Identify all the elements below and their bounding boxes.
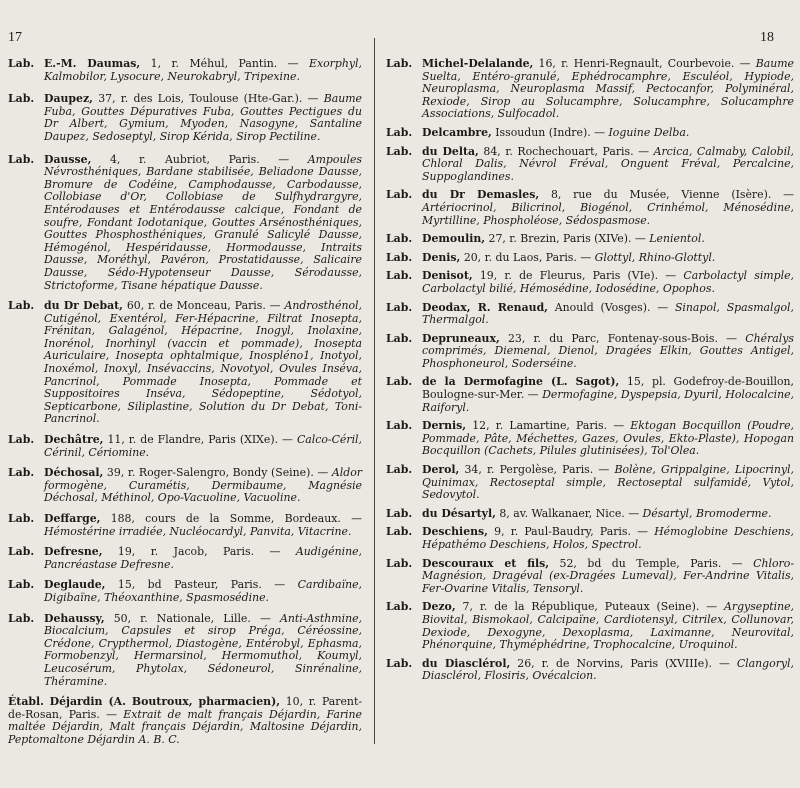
laboratory-name: Denis,	[422, 250, 461, 264]
entry-prefix: Lab.	[8, 578, 35, 592]
laboratory-name: Defresne,	[44, 545, 103, 559]
laboratory-name: de la Dermofagine (L. Sagot),	[422, 375, 620, 389]
laboratory-name: Déchosal,	[44, 466, 104, 480]
entry-prefix: Lab.	[386, 57, 413, 70]
right-column	[386, 58, 794, 683]
product-list: Désartyl, Bromoderme.	[642, 506, 772, 520]
laboratory-name: Dezo,	[422, 600, 456, 614]
address: 15, pl. Godefroy-de-Bouillon, Boulogne-sur-Mer. —	[422, 375, 794, 402]
address: 9, r. Paul-Baudry, Paris. —	[487, 525, 655, 539]
directory-entry	[386, 658, 794, 683]
address: Issoudun (Indre). —	[491, 125, 609, 139]
address: 50, r. Nationale, Lille. —	[104, 611, 280, 625]
directory-entry	[386, 252, 794, 265]
entry-prefix: Lab.	[386, 375, 413, 389]
directory-entry	[8, 546, 362, 571]
address: 12, r. Lamartine, Paris. —	[466, 419, 631, 433]
product-list: Chéralys comprimés, Diemenal, Dienol, Dragées Elkin, Gouttes Antigel, Phosphoneurol, Soderséine.	[422, 331, 794, 370]
entry-prefix: Lab.	[386, 525, 413, 539]
product-list: Artériocrinol, Bilicrinol, Biogénol, Crinhémol, Ménosédine, Myrtilline, Phospholéose, Sédospasmose.	[422, 200, 794, 227]
product-list: Baume Fuba, Gouttes Dépuratives Fuba, Gouttes Pectigues du Dr Albert, Gymium, Myoden, Nasogyne, Santaline Daupez, Sedoseptyl, Sirop Kérida, Sirop Pectiline.	[44, 92, 362, 143]
product-list: Arcica, Calmaby, Calobil, Chloral Dalis, Névrol Fréval, Onguent Fréval, Percalcine, Suppoglandines.	[422, 144, 795, 183]
product-list: Exorphyl, Kalmobilor, Lysocure, Neurokabryl, Tripexine.	[44, 57, 362, 83]
product-list: Audigénine, Pancréastase Defresne.	[44, 545, 362, 571]
address: 19, r. Jacob, Paris. —	[102, 545, 296, 559]
entry-prefix: Lab.	[8, 433, 35, 447]
entry-prefix: Lab.	[8, 57, 35, 70]
laboratory-name: Demoulin,	[422, 232, 486, 246]
laboratory-name: du Désartyl,	[422, 506, 496, 520]
page-number-left: 17	[8, 30, 22, 45]
laboratory-name: Michel-Delalande,	[422, 57, 534, 70]
directory-entry	[8, 513, 362, 538]
product-list: Chloro-Magnésion, Dragéval (ex-Dragées Lumeval), Fer-Andrine Vitalis, Fer-Ovarine Vitalis, Tensoryl.	[422, 556, 795, 595]
entry-prefix: Lab.	[386, 463, 413, 477]
address: 4, r. Aubriot, Paris. —	[91, 152, 308, 166]
address: 8, av. Walkanaer, Nice. —	[495, 506, 643, 520]
directory-entry	[386, 270, 794, 295]
address: 20, r. du Laos, Paris. —	[460, 250, 595, 264]
entry-prefix: Lab.	[386, 144, 413, 158]
directory-entry	[386, 233, 794, 246]
directory-entry	[386, 189, 794, 227]
product-list: Anti-Asthmine, Biocalcium, Capsules et sirop Préga, Céréossine, Crédone, Crypthermol, Diastogène, Entérobyl, Ephasma, Formobenzyl, Hermarsinol, Hermomuthol, Koumyl, Leucosérum, Phytolax, Sédoneurol, Sinrénaline, Théramine.	[44, 611, 362, 688]
laboratory-name: du Delta,	[422, 144, 479, 158]
entry-prefix: Lab.	[8, 466, 35, 480]
directory-entry	[386, 333, 794, 371]
entry-prefix: Lab.	[386, 419, 413, 433]
product-list: Hémoglobine Deschiens, Hépathémo Deschiens, Holos, Spectrol.	[422, 525, 794, 551]
directory-entry	[386, 464, 794, 502]
product-list: Baume Suelta, Entéro-granulé, Ephédrocamphre, Esculéol, Hypiode, Neuroplasma, Neuroplasma Massif, Pectocanfor, Polyminéral, Rexiode, Sirop au Solucamphre, Solucamphre, Solucamphre Associations, Sulfocadol.	[422, 57, 794, 121]
left-column	[8, 58, 362, 747]
product-list: Androsthénol, Cutigénol, Exentérol, Fer-Hépacrine, Filtrat Inosepta, Frénitan, Galagénol, Hépacrine, Inogyl, Inolaxine, Inorénol, Inorhinyl (vaccin et pommade), Inosepta Auriculaire, Inosepta ophtalmique, Inospléno1, Inotyol, Inoxémol, Inoxyl, Insévaccins, Novotyol, Ovules Inséva, Pancrinol, Pommade Inosepta, Pommade et Suppositoires Inséva, Sédopeptine, Sédotyol, Septicarbone, Siliplastine, Solution du Dr Debat, Toni-Pancrinol.	[44, 299, 363, 426]
entry-prefix: Lab.	[386, 232, 413, 246]
entry-prefix: Lab.	[8, 92, 35, 106]
address: 27, r. Brezin, Paris (XIVe). —	[485, 232, 650, 246]
directory-entry	[386, 146, 794, 184]
directory-entry	[8, 300, 362, 426]
product-list: Clangoryl, Diasclérol, Flosiris, Ovécalcion.	[422, 656, 794, 683]
directory-entry	[386, 508, 794, 521]
product-list: Cardibaïne, Digibaïne, Théoxanthine, Spasmosédine.	[44, 578, 362, 604]
address: 26, r. de Norvins, Paris (XVIIIe). —	[510, 656, 737, 670]
directory-entry	[8, 434, 362, 459]
address: 16, r. Henri-Regnault, Courbevoie. —	[533, 57, 756, 70]
address: 1, r. Méhul, Pantin. —	[140, 57, 310, 70]
entry-prefix: Lab.	[386, 125, 413, 139]
entry-prefix: Établ.	[8, 695, 44, 709]
entry-prefix: Lab.	[386, 250, 413, 264]
entry-prefix: Lab.	[386, 600, 413, 614]
entry-prefix: Lab.	[8, 152, 35, 166]
directory-entry	[8, 58, 362, 83]
laboratory-name: Dernis,	[422, 419, 467, 433]
product-list: Dermofagine, Dyspepsia, Dyuril, Holocalcine, Raiforyl.	[422, 388, 794, 414]
laboratory-name: Deodax, R. Renaud,	[422, 300, 548, 314]
laboratory-name: du Dr Demasles,	[422, 188, 540, 202]
laboratory-name: Dausse,	[44, 152, 92, 166]
address: 8, rue du Musée, Vienne (Isère). —	[539, 188, 795, 202]
product-list: Ampoules Névrosthéniques, Bardane stabilisée, Beliadone Dausse, Bromure de Codéine, Camphodausse, Carbodausse, Collobiase d'Or, Collobiase de Sulfhydrargyre, Entérodauses et Entérodausse calcique, Fondant de soufre, Fondant Iodotanique, Gouttes Arsénosthéniques, Gouttes Phosphosthéniques, Granulé Salicylé Dausse, Hémogénol, Hespéridausse, Hormodausse, Intraits Dausse, Moréthyl, Pavéron, Prostatidausse, Salicaire Dausse, Sédo-Hypotenseur Dausse, Sérodausse, Strictoforme, Tisane hépatique Dausse.	[44, 152, 362, 292]
product-list: Bolène, Grippalgine, Lipocrinyl, Quinimax, Rectoseptal simple, Rectoseptal sulfamidé, Vytol, Sedovytol.	[422, 463, 794, 502]
directory-entry	[386, 302, 794, 327]
entry-prefix: Lab.	[386, 556, 413, 570]
laboratory-name: Déjardin (A. Boutroux, pharmacien),	[49, 695, 281, 709]
product-list: Aldor formogène, Curamétis, Dermibaume, Magnésie Déchosal, Méthinol, Opo-Vacuoline, Vacuoline.	[44, 466, 362, 505]
product-list: Lenientol.	[649, 232, 705, 246]
laboratory-name: Deffarge,	[44, 512, 101, 525]
address: 7, r. de la République, Puteaux (Seine). —	[455, 600, 725, 614]
address: 188, cours de la Somme, Bordeaux. —	[100, 512, 362, 525]
product-list: Extrait de malt français Déjardin, Farine maltée Déjardin, Malt français Déjardin, Maltosine Déjardin, Peptomaltone Déjardin A. B. C.	[8, 707, 362, 746]
product-list: Glottyl, Rhino-Glottyl.	[594, 250, 716, 264]
address: 11, r. de Flandre, Paris (XIXe). —	[103, 433, 297, 447]
product-list: Hémostérine irradiée, Nucléocardyl, Panvita, Vitacrine.	[44, 524, 352, 538]
directory-entry	[8, 467, 362, 505]
address: 10, r. Parent-de-Rosan, Paris. —	[8, 695, 362, 721]
entry-prefix: Lab.	[8, 512, 35, 525]
address: 15, bd Pasteur, Paris. —	[105, 578, 298, 592]
entry-prefix: Lab.	[386, 188, 413, 202]
directory-entry	[386, 127, 794, 140]
address: 39, r. Roger-Salengro, Bondy (Seine). —	[103, 466, 332, 480]
address: 60, r. de Monceau, Paris. —	[122, 299, 285, 313]
product-list: Ioguine Delba.	[608, 125, 690, 139]
laboratory-name: Derol,	[422, 463, 460, 477]
laboratory-name: Descouraux et fils,	[422, 556, 550, 570]
page-number-right: 18	[760, 30, 774, 45]
entry-prefix: Lab.	[386, 300, 413, 314]
laboratory-name: Deglaude,	[44, 578, 106, 592]
entry-prefix: Lab.	[8, 299, 35, 313]
address: 84, r. Rochechouart, Paris. —	[478, 144, 654, 158]
entry-prefix: Lab.	[386, 506, 413, 520]
directory-entry	[8, 93, 362, 143]
laboratory-name: E.-M. Daumas,	[44, 57, 141, 70]
laboratory-name: du Dr Debat,	[44, 299, 123, 313]
laboratory-name: Dechâtre,	[44, 433, 104, 447]
entry-prefix: Lab.	[8, 611, 35, 625]
directory-entry	[386, 558, 794, 596]
directory-entry	[8, 154, 362, 293]
directory-entry	[8, 696, 362, 746]
directory-entry	[386, 420, 794, 458]
product-list: Sinapol, Spasmalgol, Thermalgol.	[422, 300, 794, 327]
entry-prefix: Lab.	[386, 269, 413, 283]
address: 23, r. du Parc, Fontenay-sous-Bois. —	[499, 331, 746, 345]
product-list: Carbolactyl simple, Carbolactyl bilié, Hémosédine, Iodosédine, Opophos.	[422, 269, 794, 295]
laboratory-name: du Diasclérol,	[422, 656, 511, 670]
product-list: Calco-Céril, Cérinil, Cériomine.	[44, 433, 362, 459]
product-list: Argyseptine, Biovital, Bismokaol, Calcipaïne, Cardiotensyl, Citrilex, Collunovar, Dexiode, Dexogyne, Dexoplasma, Laximanne, Neurovital, Phénorquine, Thyméphédrine, Trophocalcine, Uroquinol.	[422, 600, 794, 652]
laboratory-name: Delcambre,	[422, 125, 492, 139]
address: 52, bd du Temple, Paris. —	[549, 556, 754, 570]
address: 19, r. de Fleurus, Paris (VIe). —	[472, 269, 684, 283]
directory-entry	[8, 613, 362, 689]
laboratory-name: Depruneaux,	[422, 331, 500, 345]
directory-entry	[386, 526, 794, 551]
entry-prefix: Lab.	[386, 331, 413, 345]
laboratory-name: Dehaussy,	[44, 611, 105, 625]
directory-entry	[386, 601, 794, 651]
directory-entry	[386, 58, 794, 121]
directory-entry	[8, 579, 362, 604]
entry-prefix: Lab.	[8, 545, 35, 559]
address: 37, r. des Lois, Toulouse (Hte-Gar.). —	[92, 92, 324, 106]
laboratory-name: Daupez,	[44, 92, 93, 106]
entry-prefix: Lab.	[386, 656, 413, 670]
laboratory-name: Denisot,	[422, 269, 473, 283]
product-list: Ektogan Bocquillon (Poudre, Pommade, Pâte, Méchettes, Gazes, Ovules, Ekto-Plaste), Hopogan Bocquillon (Cachets, Pilules glutinisées), Tol'Olea.	[422, 419, 794, 458]
column-divider	[374, 38, 375, 744]
laboratory-name: Deschiens,	[422, 525, 488, 539]
address: Anould (Vosges). —	[547, 300, 675, 314]
address: 34, r. Pergolèse, Paris. —	[459, 463, 615, 477]
directory-entry	[386, 376, 794, 414]
